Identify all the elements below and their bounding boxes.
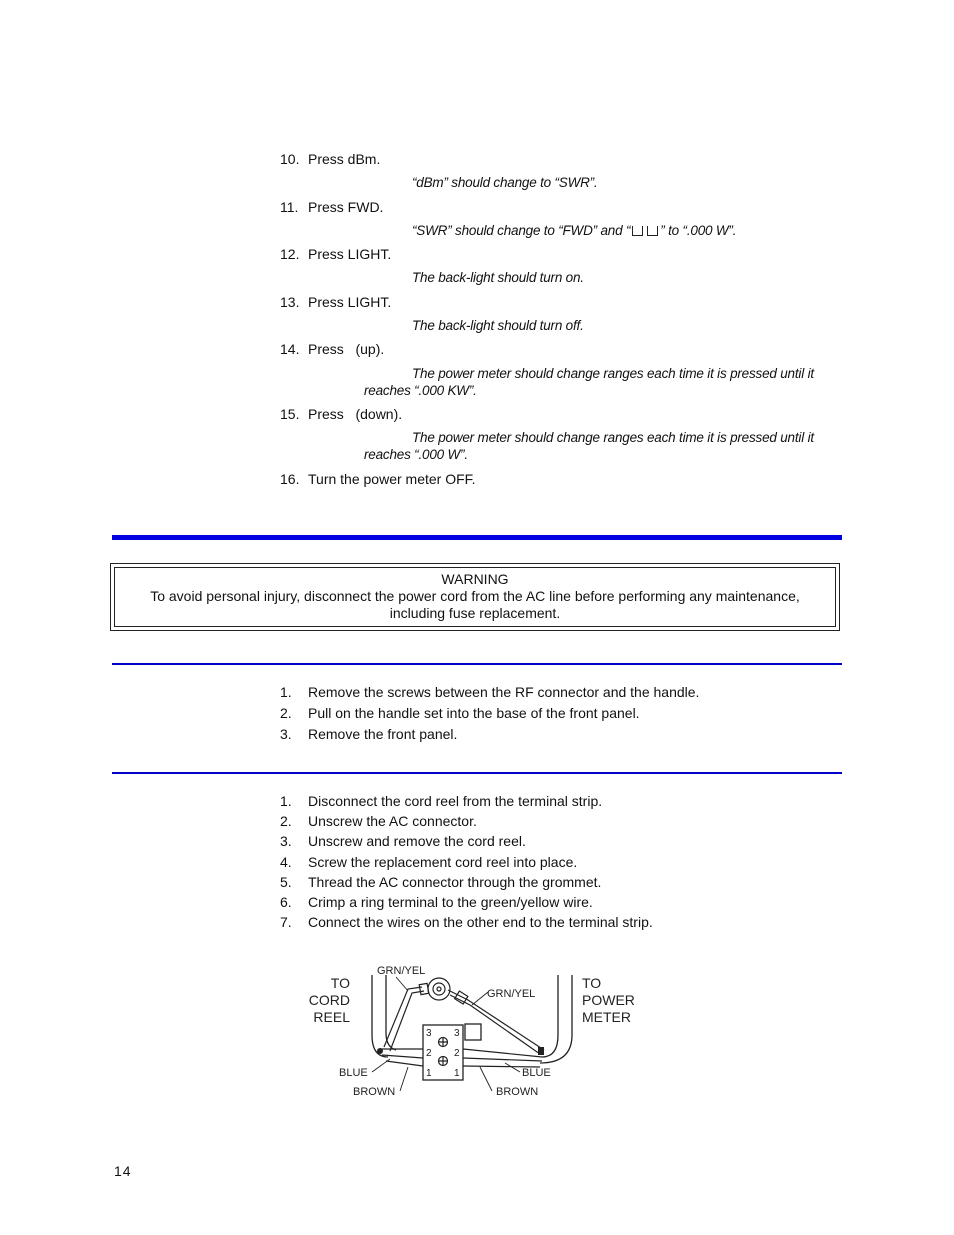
step-text: Press (down). — [308, 406, 403, 422]
warning-box — [110, 563, 840, 631]
list-item-number: 6. — [280, 894, 292, 910]
list-item: Unscrew the AC connector. — [308, 813, 477, 829]
step-text: Press dBm. — [308, 151, 381, 167]
step-result-line-2: reaches “.000 W”. — [364, 447, 468, 462]
step-text: Turn the power meter OFF. — [308, 471, 476, 487]
step-result-part-b: ” to “.000 W”. — [660, 223, 737, 238]
step-number: 15. — [280, 406, 300, 422]
terminal-strip — [423, 1024, 481, 1080]
label-to-power-meter-line-1: TO — [582, 975, 602, 991]
step-number: 11. — [280, 199, 299, 215]
step-result: “dBm” should change to “SWR”. — [412, 175, 598, 190]
label-to-cord-reel-line-3: REEL — [313, 1009, 350, 1025]
step-number: 14. — [280, 341, 300, 357]
label-grn-yel-left: GRN/YEL — [377, 965, 426, 977]
right-cord — [540, 975, 572, 1063]
label-grn-yel-right: GRN/YEL — [487, 988, 536, 1000]
terminal-number-right-3: 3 — [454, 1028, 460, 1039]
list-item-number: 3. — [280, 833, 292, 849]
step-result-part-a: “SWR” should change to “FWD” and “ — [412, 223, 631, 238]
label-brown-left: BROWN — [353, 1086, 396, 1098]
list-item: Remove the front panel. — [308, 726, 458, 742]
section-divider — [112, 535, 842, 540]
list-item-number: 3. — [280, 726, 292, 742]
step-text: Press LIGHT. — [308, 294, 392, 310]
terminal-number-right-1: 1 — [454, 1068, 460, 1079]
list-item: Pull on the handle set into the base of the front panel. — [308, 705, 640, 721]
step-number: 10. — [280, 151, 300, 167]
step-result-line-2: reaches “.000 KW”. — [364, 383, 477, 398]
warning-line-2: including fuse replacement. — [389, 605, 561, 621]
list-item: Disconnect the cord reel from the terminal strip. — [308, 793, 603, 809]
blank-digit-icon — [647, 226, 658, 236]
step-result-line-1: The power meter should change ranges each time it is pressed until it — [412, 430, 814, 445]
label-to-cord-reel-line-1: TO — [330, 975, 350, 991]
step-result: The back-light should turn on. — [412, 270, 584, 285]
terminal-number-left-3: 3 — [426, 1028, 432, 1039]
label-to-cord-reel-line-2: CORD — [308, 992, 350, 1008]
warning-box-inner — [114, 567, 836, 627]
list-item-number: 1. — [280, 793, 292, 809]
terminal-number-left-1: 1 — [426, 1068, 432, 1079]
label-blue-right: BLUE — [522, 1067, 551, 1079]
list-item: Connect the wires on the other end to the terminal strip. — [308, 914, 653, 930]
page-number: 14 — [114, 1163, 132, 1179]
list-item-number: 2. — [280, 813, 292, 829]
subsection-divider — [112, 772, 842, 774]
step-number: 16. — [280, 471, 300, 487]
label-brown-right: BROWN — [496, 1086, 539, 1098]
list-item: Thread the AC connector through the grommet. — [308, 874, 602, 890]
step-text: Press (up). — [308, 341, 385, 357]
step-text: Press LIGHT. — [308, 246, 392, 262]
ring-terminal — [428, 978, 450, 1000]
label-blue-left: BLUE — [339, 1067, 368, 1079]
wiring-diagram — [300, 955, 650, 1105]
label-to-power-meter-line-2: POWER — [582, 992, 635, 1008]
list-item: Remove the screws between the RF connector and the handle. — [308, 684, 700, 700]
warning-line-1: To avoid personal injury, disconnect the power cord from the AC line before performing any maintenance, — [150, 588, 800, 604]
terminal-number-left-2: 2 — [426, 1048, 432, 1059]
list-item: Crimp a ring terminal to the green/yellow wire. — [308, 894, 593, 910]
warning-title: WARNING — [441, 571, 509, 587]
step-result — [412, 223, 832, 238]
label-to-power-meter-line-3: METER — [582, 1009, 631, 1025]
list-item-number: 7. — [280, 914, 292, 930]
step-text: Press FWD. — [308, 199, 384, 215]
list-item-number: 4. — [280, 854, 292, 870]
list-item: Unscrew and remove the cord reel. — [308, 833, 526, 849]
step-number: 12. — [280, 246, 300, 262]
list-item: Screw the replacement cord reel into place. — [308, 854, 578, 870]
step-result-line-1: The power meter should change ranges each time it is pressed until it — [412, 366, 814, 381]
step-result: The back-light should turn off. — [412, 318, 584, 333]
list-item-number: 1. — [280, 684, 292, 700]
list-item-number: 5. — [280, 874, 292, 890]
list-item-number: 2. — [280, 705, 292, 721]
terminal-number-right-2: 2 — [454, 1048, 460, 1059]
subsection-divider — [112, 663, 842, 665]
step-number: 13. — [280, 294, 300, 310]
blank-digit-icon — [632, 226, 643, 236]
